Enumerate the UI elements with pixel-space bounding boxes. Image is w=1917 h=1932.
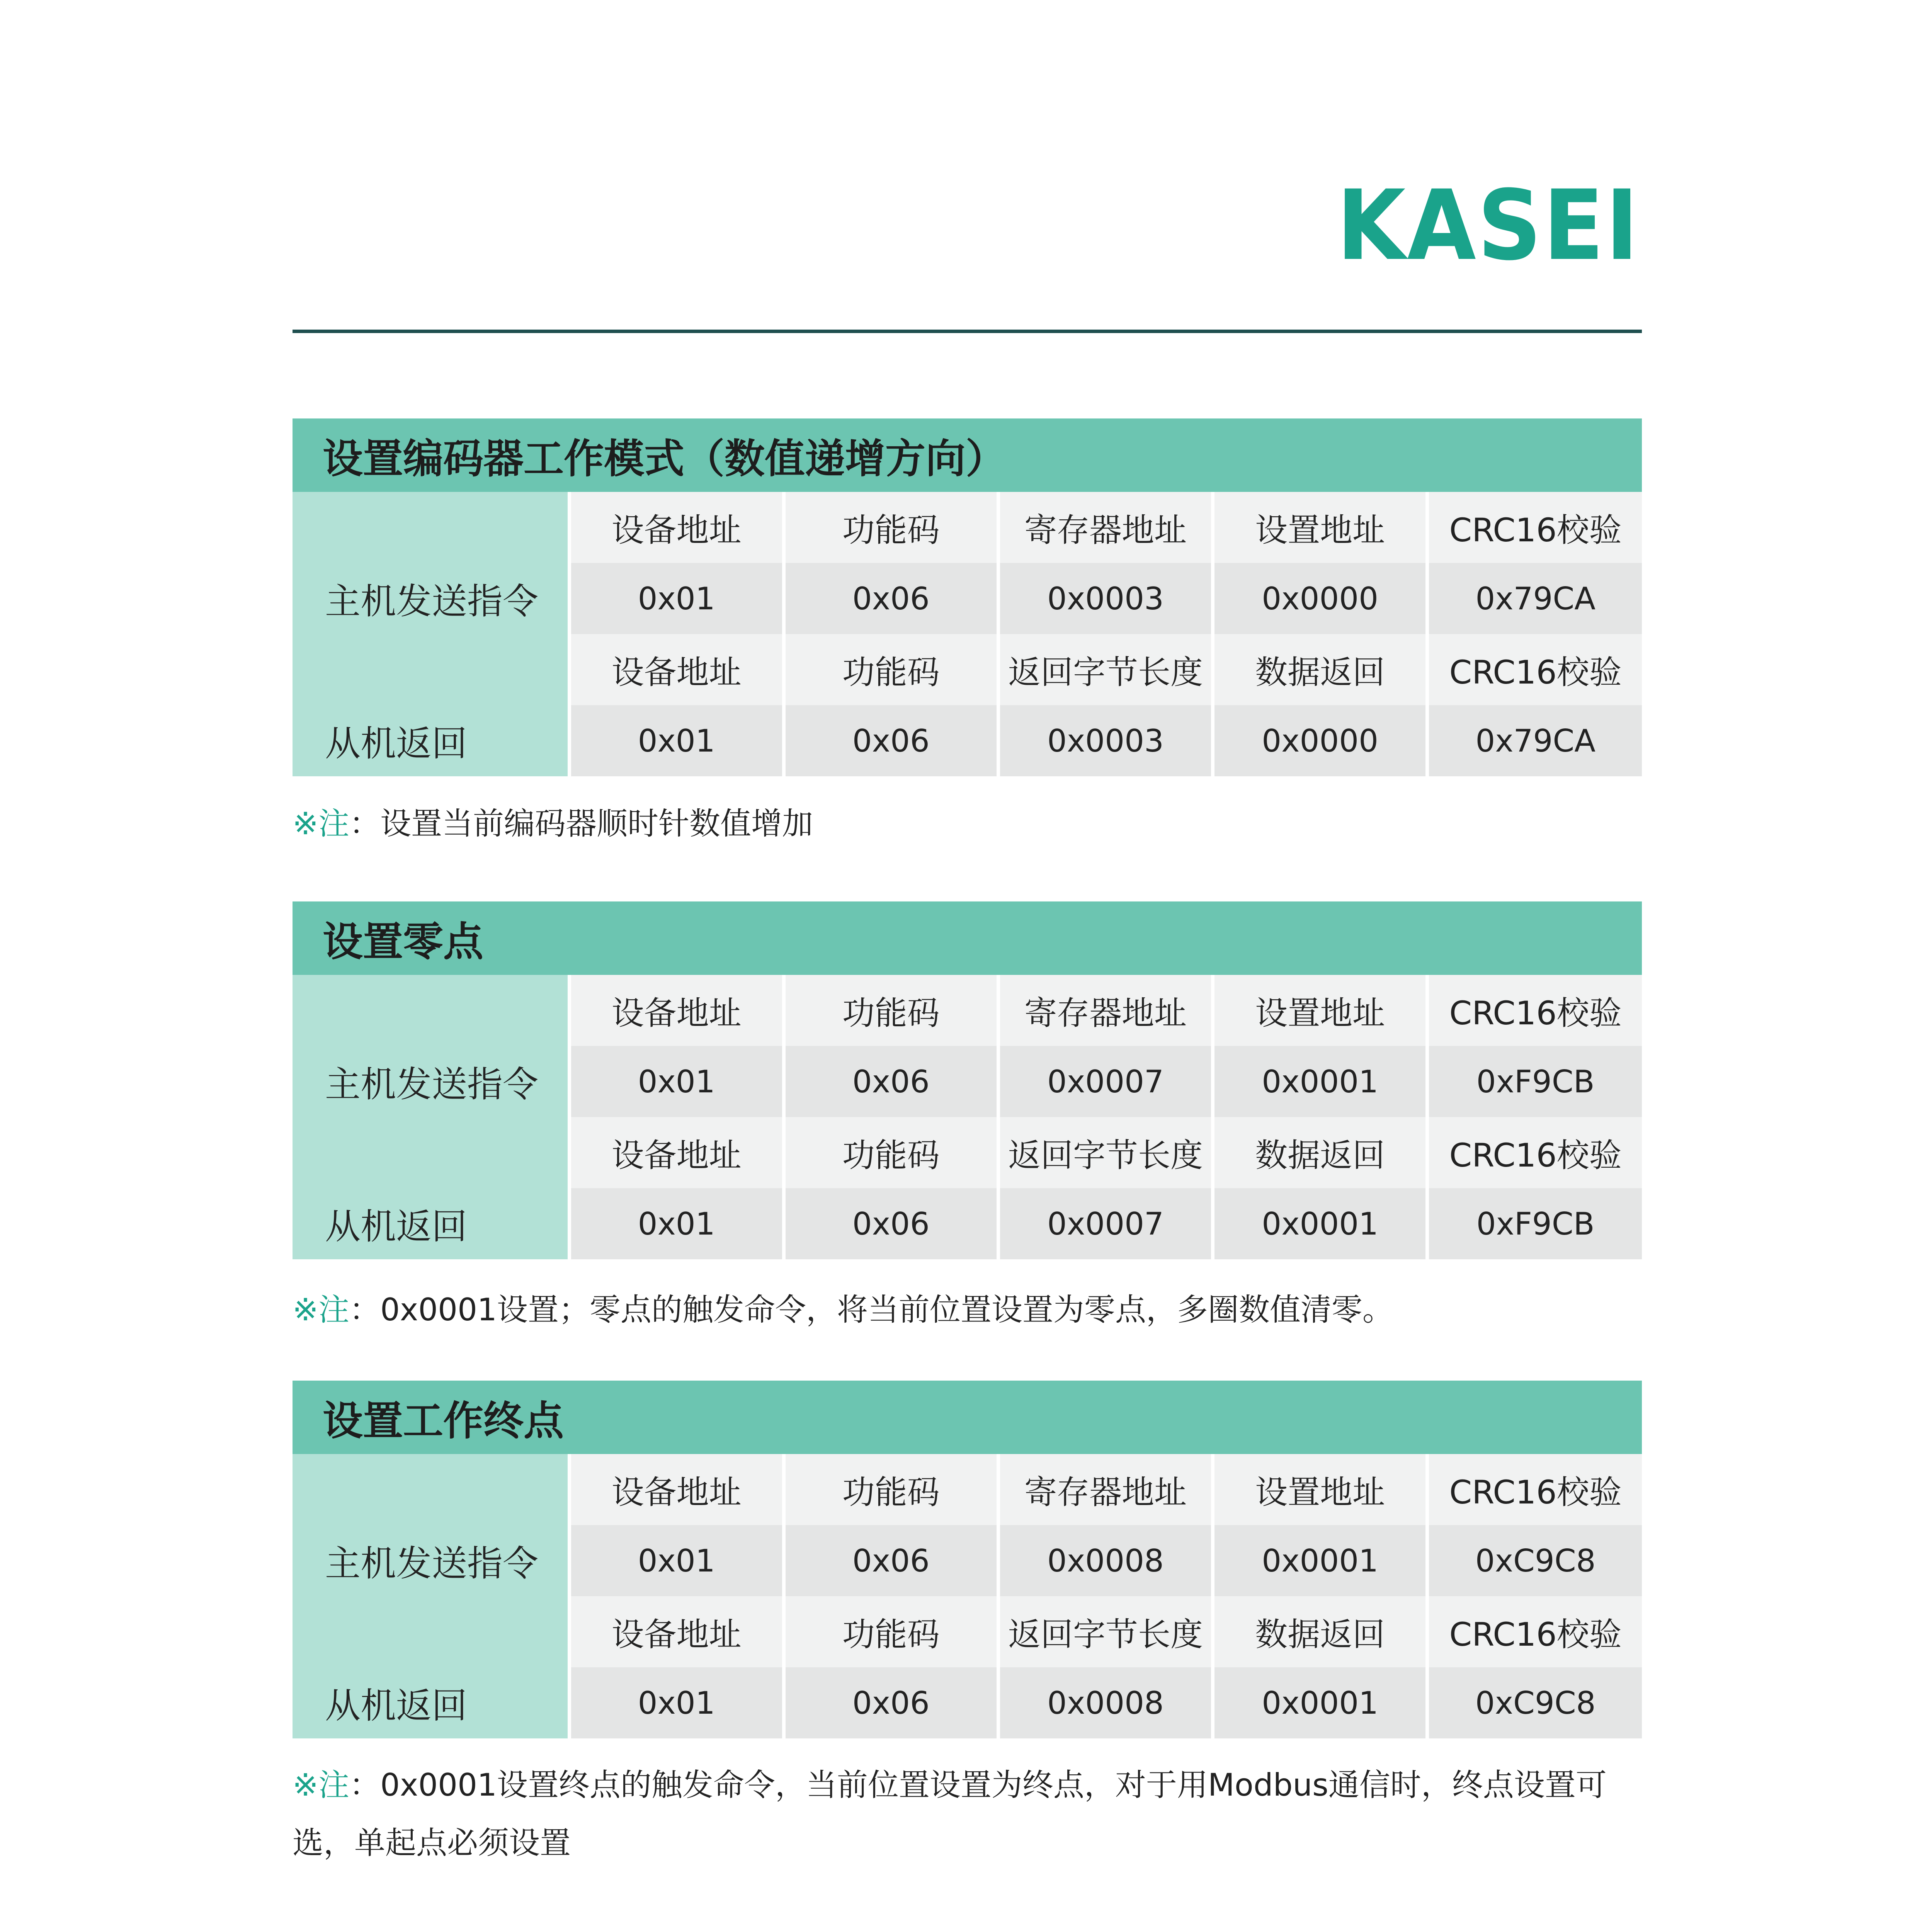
reply-header-row [293, 1596, 1642, 1667]
svg-text:KASEI: KASEI [1337, 182, 1640, 263]
note [293, 1756, 1642, 1872]
header-cell: 返回字节长度 [998, 1117, 1213, 1188]
value-cell: 0xF9CB [1427, 1188, 1642, 1259]
note-text: ：0x0001设置终点的触发命令，当前位置设置为终点，对于用Modbus通信时，终点设置可选，单起点必须设置 [293, 1767, 1607, 1861]
header-cell: 寄存器地址 [998, 1454, 1213, 1525]
header-cell: 设置地址 [1213, 1454, 1427, 1525]
header-cell: CRC16校验 [1427, 1596, 1642, 1667]
value-cell: 0x06 [784, 705, 998, 776]
header-cell: 功能码 [784, 492, 998, 563]
value-cell: 0x01 [569, 563, 784, 634]
value-cell: 0x0001 [1213, 1525, 1427, 1596]
value-cell: 0x06 [784, 563, 998, 634]
header-cell: 功能码 [784, 1454, 998, 1525]
value-cell: 0x0007 [998, 1046, 1213, 1117]
reply-value-row [293, 1667, 1642, 1738]
header-cell: 设备地址 [569, 634, 784, 705]
value-cell: 0x06 [784, 1046, 998, 1117]
value-cell: 0x01 [569, 1188, 784, 1259]
send-label: 主机发送指令 [293, 1525, 569, 1596]
label-cell [293, 1454, 569, 1525]
header-cell: 数据返回 [1213, 1596, 1427, 1667]
section-title: 设置编码器工作模式（数值递增方向） [293, 418, 1642, 492]
header-cell: 设备地址 [569, 1454, 784, 1525]
header-cell: 功能码 [784, 975, 998, 1046]
note [293, 1281, 1642, 1339]
reply-label: 从机返回 [293, 705, 569, 776]
reply-label: 从机返回 [293, 1188, 569, 1259]
value-cell: 0x0003 [998, 563, 1213, 634]
label-cell [293, 1117, 569, 1188]
note [293, 795, 1642, 853]
section-title: 设置零点 [293, 901, 1642, 975]
header-cell: CRC16校验 [1427, 492, 1642, 563]
header-cell: 设备地址 [569, 1596, 784, 1667]
note-mark: ※注 [293, 806, 350, 842]
header-cell: 设置地址 [1213, 975, 1427, 1046]
value-cell: 0x01 [569, 1046, 784, 1117]
header-cell: 设备地址 [569, 1117, 784, 1188]
header-cell: 设备地址 [569, 975, 784, 1046]
value-cell: 0x01 [569, 1667, 784, 1738]
send-value-row [293, 563, 1642, 634]
section-work-mode [293, 418, 1642, 776]
send-value-row [293, 1046, 1642, 1117]
header-cell: CRC16校验 [1427, 1117, 1642, 1188]
value-cell: 0x79CA [1427, 563, 1642, 634]
send-header-row [293, 975, 1642, 1046]
section-title: 设置工作终点 [293, 1381, 1642, 1454]
kasei-logo [1337, 182, 1642, 263]
reply-value-row [293, 1188, 1642, 1259]
label-cell [293, 975, 569, 1046]
reply-header-row [293, 634, 1642, 705]
note-text: ：0x0001设置；零点的触发命令，将当前位置设置为零点，多圈数值清零。 [349, 1292, 1393, 1328]
section-work-endpoint [293, 1381, 1642, 1738]
section-set-zero [293, 901, 1642, 1259]
value-cell: 0x79CA [1427, 705, 1642, 776]
value-cell: 0x0008 [998, 1525, 1213, 1596]
value-cell: 0x06 [784, 1667, 998, 1738]
value-cell: 0xC9C8 [1427, 1667, 1642, 1738]
value-cell: 0xF9CB [1427, 1046, 1642, 1117]
command-table [293, 1454, 1642, 1738]
value-cell: 0x01 [569, 1525, 784, 1596]
reply-label: 从机返回 [293, 1667, 569, 1738]
header-divider [293, 330, 1642, 333]
header-cell: 数据返回 [1213, 1117, 1427, 1188]
value-cell: 0x06 [784, 1525, 998, 1596]
note-mark: ※注 [293, 1292, 350, 1328]
send-header-row [293, 492, 1642, 563]
header-cell: 功能码 [784, 634, 998, 705]
value-cell: 0x0001 [1213, 1188, 1427, 1259]
value-cell: 0x0001 [1213, 1046, 1427, 1117]
value-cell: 0x01 [569, 705, 784, 776]
send-label: 主机发送指令 [293, 563, 569, 634]
header-cell: CRC16校验 [1427, 975, 1642, 1046]
header-cell: 设置地址 [1213, 492, 1427, 563]
value-cell: 0x0001 [1213, 1667, 1427, 1738]
header-cell: 寄存器地址 [998, 975, 1213, 1046]
label-cell [293, 634, 569, 705]
send-header-row [293, 1454, 1642, 1525]
reply-value-row [293, 705, 1642, 776]
value-cell: 0x06 [784, 1188, 998, 1259]
header-cell: 数据返回 [1213, 634, 1427, 705]
header-cell: 寄存器地址 [998, 492, 1213, 563]
header-cell: 功能码 [784, 1596, 998, 1667]
header-cell: 返回字节长度 [998, 634, 1213, 705]
label-cell [293, 492, 569, 563]
command-table [293, 492, 1642, 776]
value-cell: 0xC9C8 [1427, 1525, 1642, 1596]
note-mark: ※注 [293, 1767, 350, 1803]
header-cell: 返回字节长度 [998, 1596, 1213, 1667]
header-cell: 功能码 [784, 1117, 998, 1188]
send-value-row [293, 1525, 1642, 1596]
header-cell: 设备地址 [569, 492, 784, 563]
label-cell [293, 1596, 569, 1667]
value-cell: 0x0007 [998, 1188, 1213, 1259]
value-cell: 0x0008 [998, 1667, 1213, 1738]
header-cell: CRC16校验 [1427, 1454, 1642, 1525]
command-table [293, 975, 1642, 1259]
send-label: 主机发送指令 [293, 1046, 569, 1117]
value-cell: 0x0000 [1213, 563, 1427, 634]
value-cell: 0x0003 [998, 705, 1213, 776]
value-cell: 0x0000 [1213, 705, 1427, 776]
reply-header-row [293, 1117, 1642, 1188]
header-cell: CRC16校验 [1427, 634, 1642, 705]
note-text: ：设置当前编码器顺时针数值增加 [349, 806, 813, 842]
